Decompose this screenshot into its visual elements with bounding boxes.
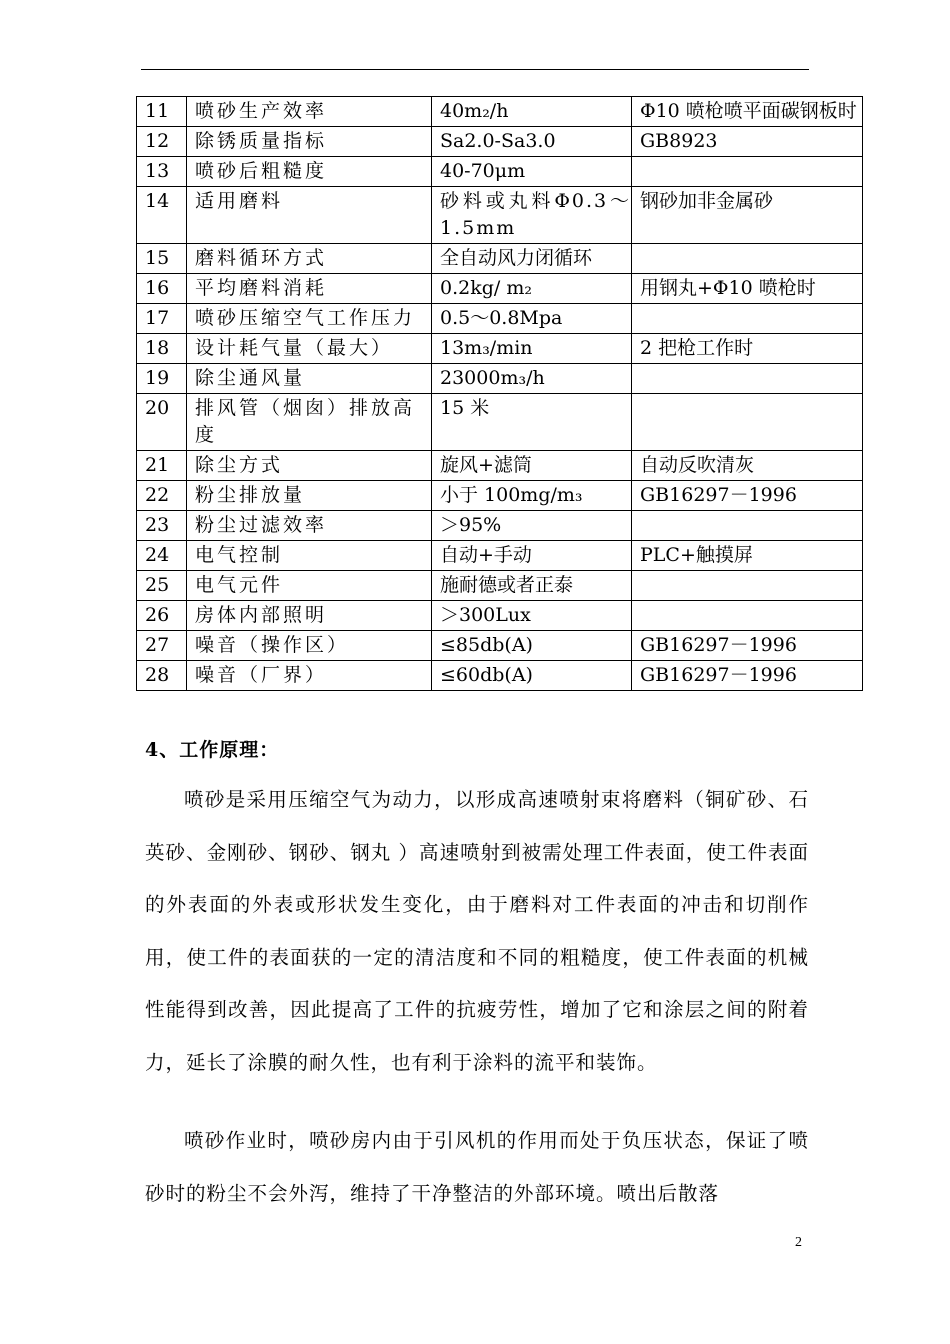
item-cell: 除尘通风量 xyxy=(187,364,432,394)
note-cell: PLC+触摸屏 xyxy=(632,541,863,571)
note-cell xyxy=(632,157,863,187)
paragraph-1: 喷砂是采用压缩空气为动力，以形成高速喷射束将磨料（铜矿砂、石英砂、金刚砂、钢砂、钢丸 ）高速喷射到被需处理工件表面，使工件表面的外表面的外表或形状发生变化，由于磨料对工件表面的冲击和切削作用，使工件的表面获的一定的清洁度和不同的粗糙度，使工件表面的机械性能得到改善，因此提高了工件的抗疲劳性，增加了它和涂层之间的附着力，延长了涂膜的耐久性，也有利于涂料的流平和装饰。 xyxy=(145,788,809,1074)
row-number-cell: 17 xyxy=(137,304,187,334)
item-cell: 喷砂压缩空气工作压力 xyxy=(187,304,432,334)
table-row xyxy=(137,274,863,304)
row-number-cell: 22 xyxy=(137,481,187,511)
value-cell: 40-70μm xyxy=(432,157,632,187)
note-cell: GB16297－1996 xyxy=(632,631,863,661)
value-cell: Sa2.0-Sa3.0 xyxy=(432,127,632,157)
row-number-cell: 23 xyxy=(137,511,187,541)
item-cell: 喷砂后粗糙度 xyxy=(187,157,432,187)
item-cell: 除尘方式 xyxy=(187,451,432,481)
row-number-cell: 16 xyxy=(137,274,187,304)
note-cell xyxy=(632,571,863,601)
row-number-cell: 14 xyxy=(137,187,187,244)
item-cell: 适用磨料 xyxy=(187,187,432,244)
value-cell: 旋风+滤筒 xyxy=(432,451,632,481)
note-cell: GB16297－1996 xyxy=(632,661,863,691)
value-cell: ＞95% xyxy=(432,511,632,541)
item-cell: 房体内部照明 xyxy=(187,601,432,631)
item-cell: 电气元件 xyxy=(187,571,432,601)
row-number-cell: 24 xyxy=(137,541,187,571)
note-cell: 2 把枪工作时 xyxy=(632,334,863,364)
item-cell: 设计耗气量（最大） xyxy=(187,334,432,364)
item-cell: 除锈质量指标 xyxy=(187,127,432,157)
table-row xyxy=(137,661,863,691)
note-cell xyxy=(632,511,863,541)
value-cell: 13m₃/min xyxy=(432,334,632,364)
spec-table-body xyxy=(137,97,863,691)
value-cell: 15 米 xyxy=(432,394,632,451)
table-row xyxy=(137,157,863,187)
value-cell: 23000m₃/h xyxy=(432,364,632,394)
item-cell: 磨料循环方式 xyxy=(187,244,432,274)
note-cell xyxy=(632,244,863,274)
table-row xyxy=(137,511,863,541)
row-number-cell: 18 xyxy=(137,334,187,364)
header-rule xyxy=(141,69,809,70)
item-cell: 电气控制 xyxy=(187,541,432,571)
table-row xyxy=(137,334,863,364)
row-number-cell: 19 xyxy=(137,364,187,394)
note-cell xyxy=(632,394,863,451)
value-cell: 0.5～0.8Mpa xyxy=(432,304,632,334)
spec-table xyxy=(136,96,863,691)
note-cell: 自动反吹清灰 xyxy=(632,451,863,481)
table-row xyxy=(137,127,863,157)
table-row xyxy=(137,481,863,511)
note-cell xyxy=(632,364,863,394)
table-row xyxy=(137,304,863,334)
section-title: 4、工作原理： xyxy=(145,739,280,761)
item-cell: 粉尘过滤效率 xyxy=(187,511,432,541)
table-row xyxy=(137,244,863,274)
item-cell: 噪音（操作区） xyxy=(187,631,432,661)
table-row xyxy=(137,364,863,394)
value-cell: 砂料或丸料Φ0.3～1.5mm xyxy=(432,187,632,244)
table-row xyxy=(137,571,863,601)
value-cell: ＞300Lux xyxy=(432,601,632,631)
note-cell: GB8923 xyxy=(632,127,863,157)
row-number-cell: 26 xyxy=(137,601,187,631)
item-cell: 噪音（厂界） xyxy=(187,661,432,691)
note-cell xyxy=(632,304,863,334)
table-row xyxy=(137,631,863,661)
value-cell: 小于 100mg/m₃ xyxy=(432,481,632,511)
table-row xyxy=(137,541,863,571)
value-cell: 全自动风力闭循环 xyxy=(432,244,632,274)
paragraph-2: 喷砂作业时，喷砂房内由于引风机的作用而处于负压状态，保证了喷砂时的粉尘不会外泻，维持了干净整洁的外部环境。喷出后散落 xyxy=(145,1129,809,1205)
row-number-cell: 12 xyxy=(137,127,187,157)
note-cell: GB16297－1996 xyxy=(632,481,863,511)
note-cell xyxy=(632,601,863,631)
item-cell: 粉尘排放量 xyxy=(187,481,432,511)
item-cell: 排风管（烟囱）排放高度 xyxy=(187,394,432,451)
row-number-cell: 15 xyxy=(137,244,187,274)
value-cell: 施耐德或者正泰 xyxy=(432,571,632,601)
row-number-cell: 13 xyxy=(137,157,187,187)
value-cell: 0.2kg/ m₂ xyxy=(432,274,632,304)
row-number-cell: 27 xyxy=(137,631,187,661)
note-cell: 用钢丸+Φ10 喷枪时 xyxy=(632,274,863,304)
row-number-cell: 11 xyxy=(137,97,187,127)
table-row xyxy=(137,187,863,244)
item-cell: 平均磨料消耗 xyxy=(187,274,432,304)
table-row xyxy=(137,451,863,481)
table-row xyxy=(137,97,863,127)
value-cell: ≤85db(A) xyxy=(432,631,632,661)
row-number-cell: 21 xyxy=(137,451,187,481)
row-number-cell: 20 xyxy=(137,394,187,451)
value-cell: ≤60db(A) xyxy=(432,661,632,691)
value-cell: 40m₂/h xyxy=(432,97,632,127)
table-row xyxy=(137,394,863,451)
value-cell: 自动+手动 xyxy=(432,541,632,571)
note-cell: 钢砂加非金属砂 xyxy=(632,187,863,244)
note-cell: Φ10 喷枪喷平面碳钢板时 xyxy=(632,97,863,127)
row-number-cell: 28 xyxy=(137,661,187,691)
table-row xyxy=(137,601,863,631)
page-number: 2 xyxy=(795,1235,802,1250)
item-cell: 喷砂生产效率 xyxy=(187,97,432,127)
row-number-cell: 25 xyxy=(137,571,187,601)
